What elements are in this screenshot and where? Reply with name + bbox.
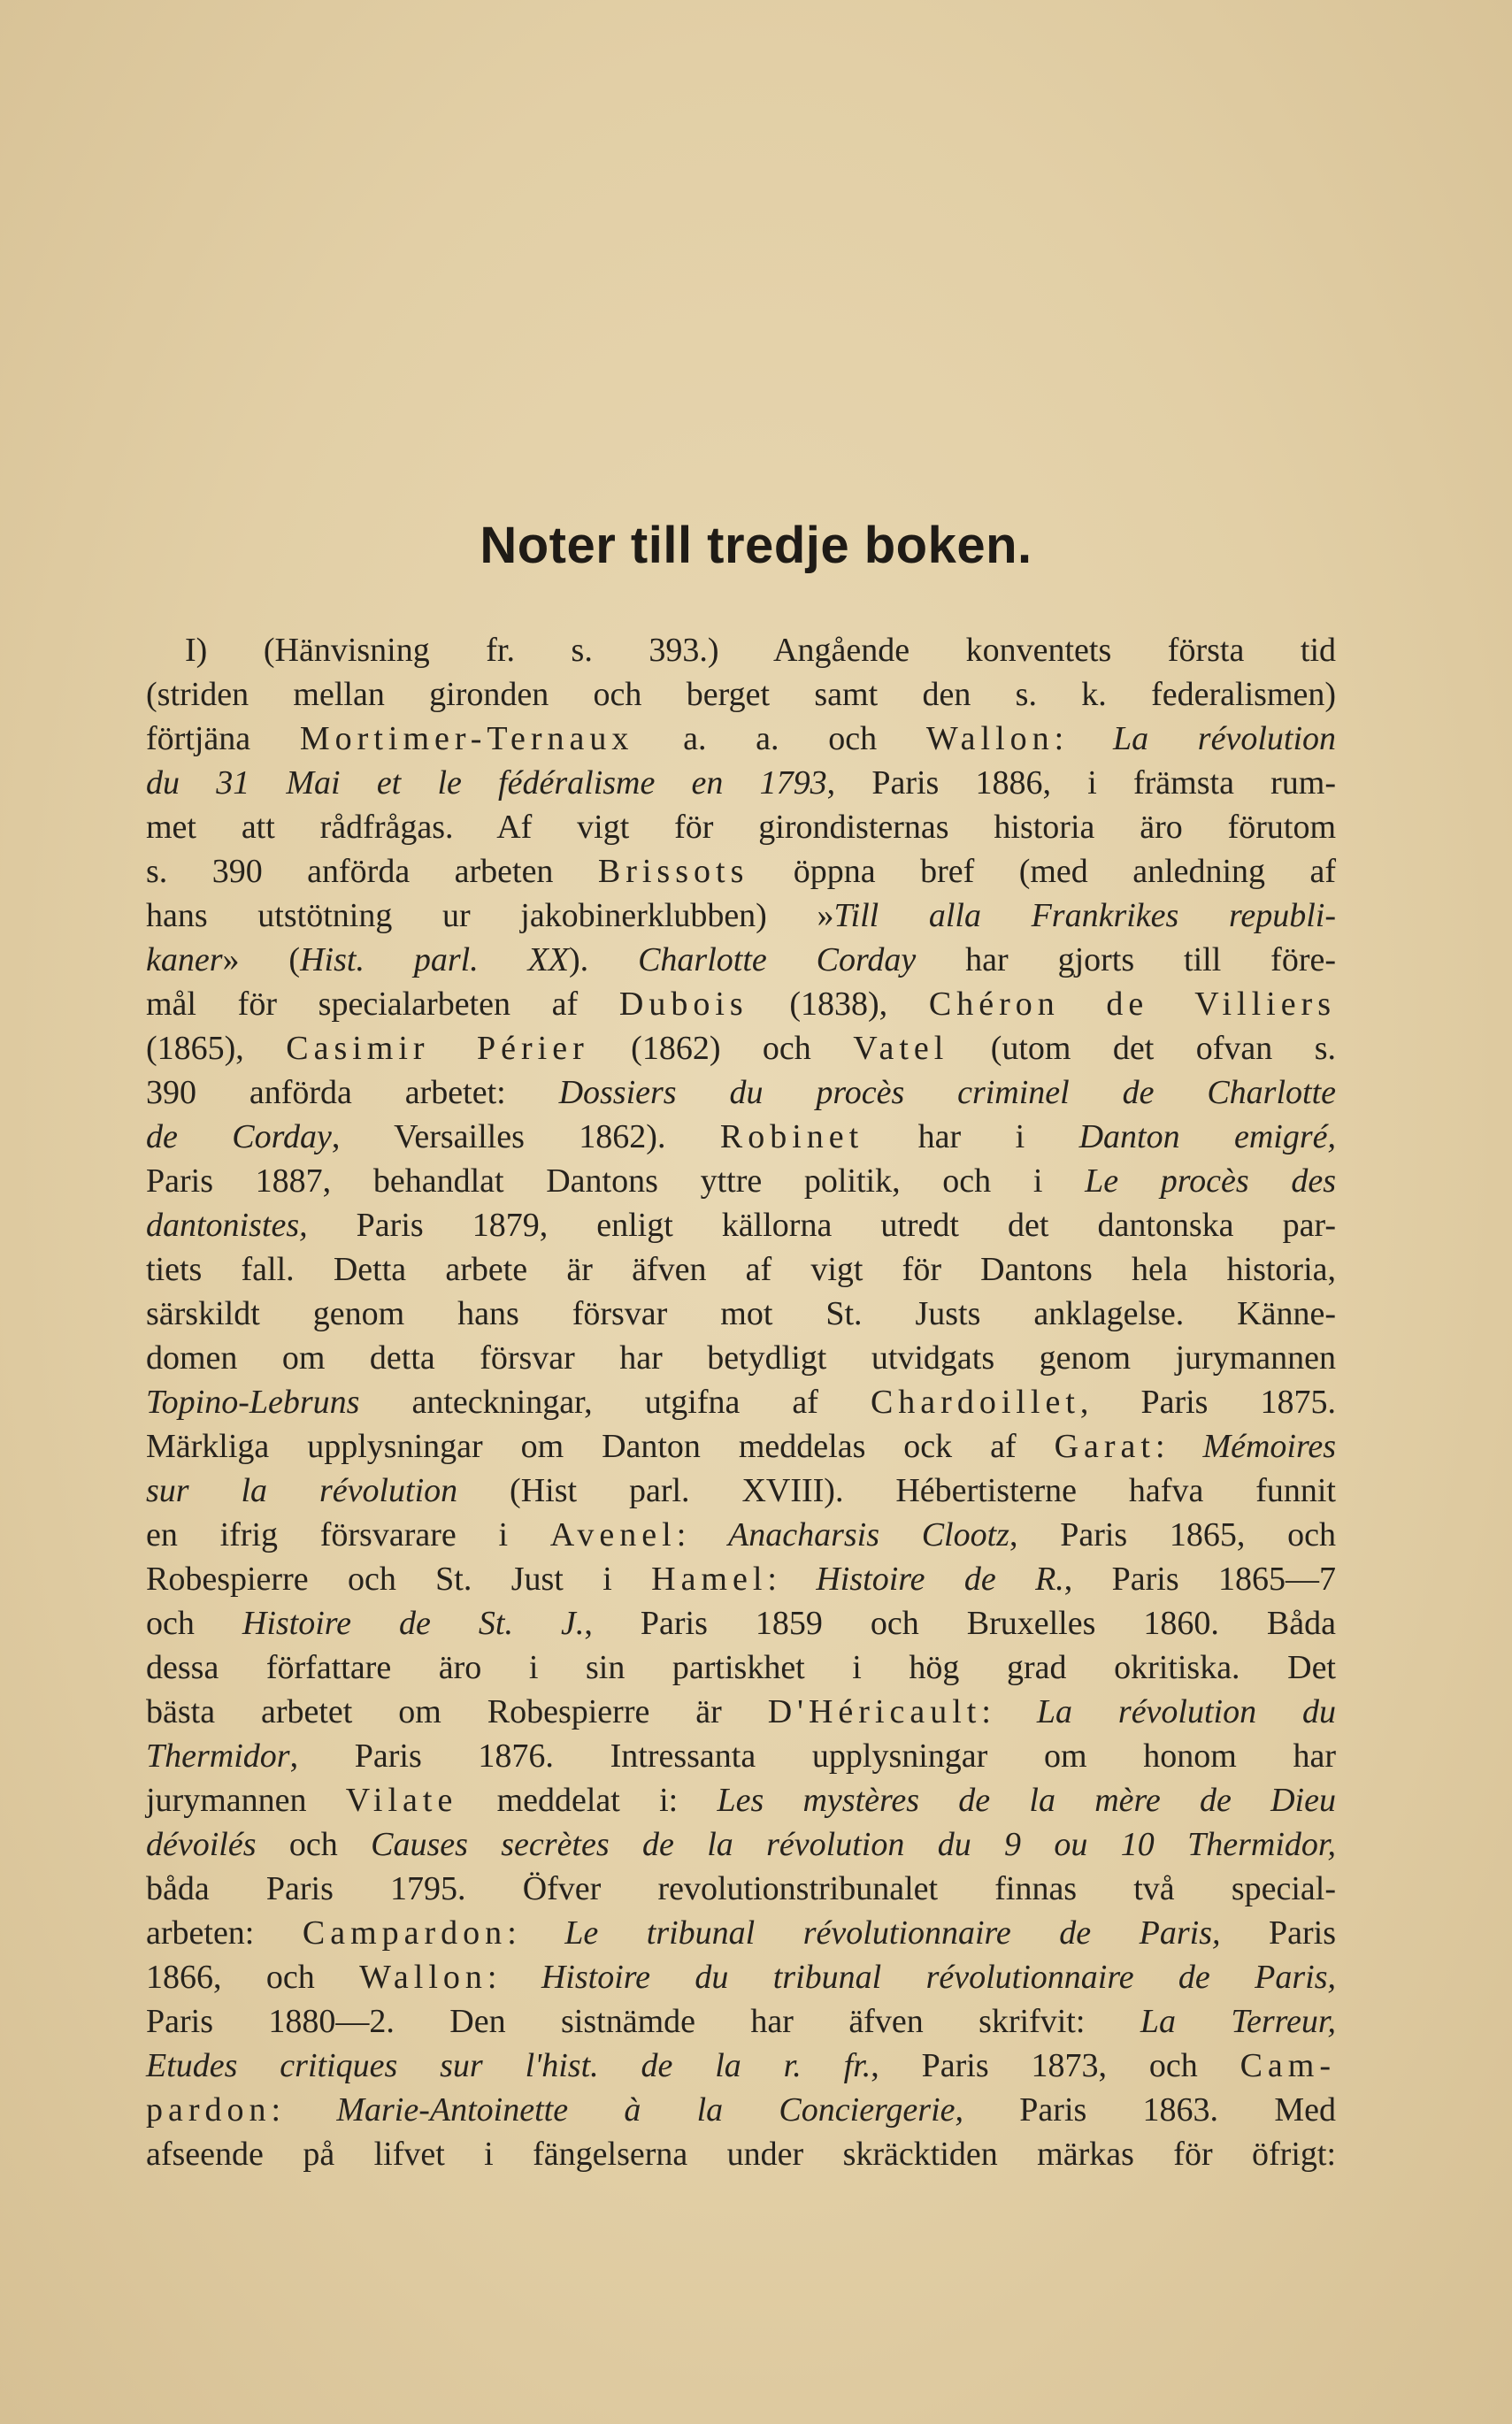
text-line	[146, 1601, 1336, 1645]
text-line	[146, 1513, 1336, 1557]
body-text: båda Paris 1795. Öfver revolutionstribunalet finnas två special-	[146, 1870, 1336, 1907]
body-text: , Paris 1865, och	[1009, 1516, 1337, 1553]
text-line	[146, 1203, 1336, 1247]
text-line	[146, 1734, 1336, 1778]
body-text: bästa arbetet om Robespierre är	[146, 1693, 768, 1730]
body-text: Robespierre och St. Just i	[146, 1561, 652, 1598]
body-text: :	[271, 2091, 337, 2129]
text-line	[146, 1247, 1336, 1292]
text-line	[146, 1911, 1336, 1955]
body-text: särskildt genom hans försvar mot St. Justs anklagelse. Känne-	[146, 1295, 1336, 1332]
body-text: I) (Hänvisning fr. s. 393.) Angående konventets första tid	[185, 632, 1336, 669]
body-text: :	[676, 1516, 728, 1553]
text-line	[146, 805, 1336, 849]
text-line	[146, 1026, 1336, 1070]
spaced-name-text: Mortimer-Ternaux	[299, 720, 634, 757]
body-text: , Paris 1875.	[1079, 1384, 1336, 1421]
spaced-name-text: pardon	[146, 2091, 272, 2129]
body-text: :	[981, 1693, 1037, 1730]
body-text: har i	[863, 1118, 1079, 1155]
text-line	[146, 1822, 1336, 1867]
body-text: 390 anförda arbetet:	[146, 1074, 559, 1111]
text-line	[146, 1070, 1336, 1115]
text-line	[146, 761, 1336, 805]
body-text: Paris 1880—2. Den sistnämde har äfven skrifvit:	[146, 2003, 1140, 2040]
body-text: :	[1155, 1428, 1203, 1465]
body-text: , Paris 1886, i främsta rum-	[826, 764, 1336, 802]
italic-title-text: Thermidor	[146, 1737, 290, 1775]
spaced-name-text: Wallon	[359, 1959, 487, 1996]
body-text: afseende på lifvet i fängelserna under skräcktiden märkas för öfrigt:	[146, 2136, 1336, 2173]
italic-title-text: Danton emigré,	[1078, 1118, 1337, 1155]
body-text: , Paris 1859 och Bruxelles 1860. Båda	[584, 1605, 1336, 1642]
spaced-name-text: Vatel	[853, 1030, 949, 1067]
text-line	[146, 2088, 1336, 2132]
text-line	[146, 717, 1336, 761]
body-text: (1838),	[748, 986, 929, 1023]
body-text: arbeten:	[146, 1914, 303, 1952]
text-line	[146, 1424, 1336, 1469]
note-paragraph	[146, 628, 1336, 2176]
body-text: Paris	[1220, 1914, 1337, 1952]
spaced-name-text: Wallon	[925, 720, 1055, 757]
text-line	[146, 1999, 1336, 2044]
spaced-name-text: Garat	[1054, 1428, 1155, 1465]
body-text: (Hist parl. XVIII). Hébertisterne hafva funnit	[457, 1472, 1336, 1509]
body-text: tiets fall. Detta arbete är äfven af vigt för Dantons hela historia,	[146, 1251, 1336, 1288]
italic-title-text: kaner	[146, 941, 223, 978]
text-line	[146, 1867, 1336, 1911]
text-line	[146, 628, 1336, 672]
spaced-name-text: Cam-	[1240, 2047, 1337, 2084]
text-line	[146, 1557, 1336, 1601]
text-line	[146, 1380, 1336, 1424]
body-text: domen om detta försvar har betydligt utvidgats genom jurymannen	[146, 1339, 1336, 1377]
body-text: en ifrig försvarare i	[146, 1516, 550, 1553]
text-line	[146, 2132, 1336, 2176]
body-text: » (	[222, 941, 301, 978]
text-line	[146, 849, 1336, 894]
italic-title-text: Dossiers du procès criminel de Charlotte	[558, 1074, 1337, 1111]
body-text: , Paris 1873, och	[871, 2047, 1240, 2084]
body-text: och	[146, 1605, 242, 1642]
italic-title-text: Till alla Frankrikes republi-	[833, 897, 1336, 934]
text-line	[146, 894, 1336, 938]
spaced-name-text: Chéron de Villiers	[928, 986, 1336, 1023]
italic-title-text: du 31 Mai et le fédéralisme en 1793	[146, 764, 827, 802]
page-title: Noter till tredje boken.	[480, 517, 1032, 574]
text-line	[146, 982, 1336, 1026]
body-text: ).	[569, 941, 639, 978]
text-line	[146, 2044, 1336, 2088]
body-text: 1866, och	[146, 1959, 360, 1996]
italic-title-text: sur la révolution	[146, 1472, 458, 1509]
italic-title-text: de Corday	[146, 1118, 332, 1155]
italic-title-text: Marie-Antoinette à la Conciergerie,	[336, 2091, 964, 2129]
body-text: (utom det ofvan s.	[948, 1030, 1337, 1067]
body-text: meddelat i:	[457, 1782, 718, 1819]
body-text: Paris 1887, behandlat Dantons yttre politik, och i	[146, 1162, 1086, 1200]
spaced-name-text: Vilate	[345, 1782, 458, 1819]
italic-title-text: Hist. parl. XX	[300, 941, 570, 978]
text-line	[146, 1469, 1336, 1513]
text-line	[146, 1115, 1336, 1159]
body-text: :	[1054, 720, 1113, 757]
body-text: jurymannen	[146, 1782, 346, 1819]
text-line	[146, 938, 1336, 982]
text-line	[146, 1336, 1336, 1380]
body-text: :	[507, 1914, 565, 1952]
spaced-name-text: Chardoillet	[870, 1384, 1080, 1421]
italic-title-text: Histoire de St. J.	[242, 1605, 585, 1642]
italic-title-text: Histoire de R.	[816, 1561, 1064, 1598]
text-line	[146, 672, 1336, 717]
body-text: (1862) och	[588, 1030, 854, 1067]
body-text: (striden mellan gironden och berget samt den s. k. federalismen)	[146, 676, 1336, 713]
spaced-name-text: Hamel	[651, 1561, 768, 1598]
body-text: met att rådfrågas. Af vigt för girondisternas historia äro förutom	[146, 809, 1336, 846]
body-text: :	[767, 1561, 817, 1598]
text-line	[146, 1690, 1336, 1734]
spaced-name-text: Brissots	[597, 853, 749, 890]
body-text: , Paris 1876. Intressanta upplysningar om honom har	[289, 1737, 1336, 1775]
text-line	[146, 1292, 1336, 1336]
body-text: dessa författare äro i sin partiskhet i hög grad okritiska. Det	[146, 1649, 1336, 1686]
italic-title-text: Anacharsis Clootz	[727, 1516, 1009, 1553]
text-line	[146, 1778, 1336, 1822]
italic-title-text: Le procès des	[1085, 1162, 1336, 1200]
italic-title-text: Mémoires	[1202, 1428, 1337, 1465]
spaced-name-text: Casimir Périer	[286, 1030, 589, 1067]
italic-title-text: Les mystères de la mère de Dieu	[717, 1782, 1336, 1819]
italic-title-text: dantonistes,	[146, 1207, 308, 1244]
text-line	[146, 1159, 1336, 1203]
body-text: a. a. och	[633, 720, 926, 757]
body-text: (1865),	[146, 1030, 287, 1067]
text-line	[146, 1955, 1336, 1999]
italic-title-text: Etudes critiques sur l'hist. de la r. fr.	[146, 2047, 871, 2084]
spaced-name-text: Campardon	[302, 1914, 508, 1952]
body-text: Paris 1863. Med	[963, 2091, 1336, 2129]
body-text: och	[256, 1826, 372, 1863]
body-text: , Paris 1865—7	[1063, 1561, 1336, 1598]
italic-title-text: Topino-Lebruns	[146, 1384, 360, 1421]
italic-title-text: Charlotte Corday	[638, 941, 917, 978]
body-text: hans utstötning ur jakobinerklubben) »	[146, 897, 834, 934]
body-text: Paris 1879, enligt källorna utredt det dantonska par-	[307, 1207, 1336, 1244]
spaced-name-text: Robinet	[719, 1118, 864, 1155]
italic-title-text: Histoire du tribunal révolutionnaire de Paris,	[541, 1959, 1337, 1996]
spaced-name-text: Avenel	[549, 1516, 677, 1553]
body-text: , Versailles 1862).	[331, 1118, 720, 1155]
body-text: förtjäna	[146, 720, 300, 757]
italic-title-text: dévoilés	[146, 1826, 257, 1863]
italic-title-text: Le tribunal révolutionnaire de Paris,	[564, 1914, 1221, 1952]
body-text: anteckningar, utgifna af	[359, 1384, 871, 1421]
italic-title-text: La révolution du	[1036, 1693, 1337, 1730]
spaced-name-text: D'Héricault	[767, 1693, 982, 1730]
body-text: :	[487, 1959, 541, 1996]
body-text: mål för specialarbeten af	[146, 986, 619, 1023]
text-line	[146, 1645, 1336, 1690]
body-text: har gjorts till före-	[916, 941, 1336, 978]
italic-title-text: La Terreur,	[1140, 2003, 1336, 2040]
spaced-name-text: Dubois	[618, 986, 748, 1023]
italic-title-text: Causes secrètes de la révolution du 9 ou 10 Thermidor,	[371, 1826, 1336, 1863]
italic-title-text: La révolution	[1112, 720, 1337, 757]
body-text: öppna bref (med anledning af	[748, 853, 1336, 890]
body-text: Märkliga upplysningar om Danton meddelas ock af	[146, 1428, 1055, 1465]
body-text: s. 390 anförda arbeten	[146, 853, 598, 890]
